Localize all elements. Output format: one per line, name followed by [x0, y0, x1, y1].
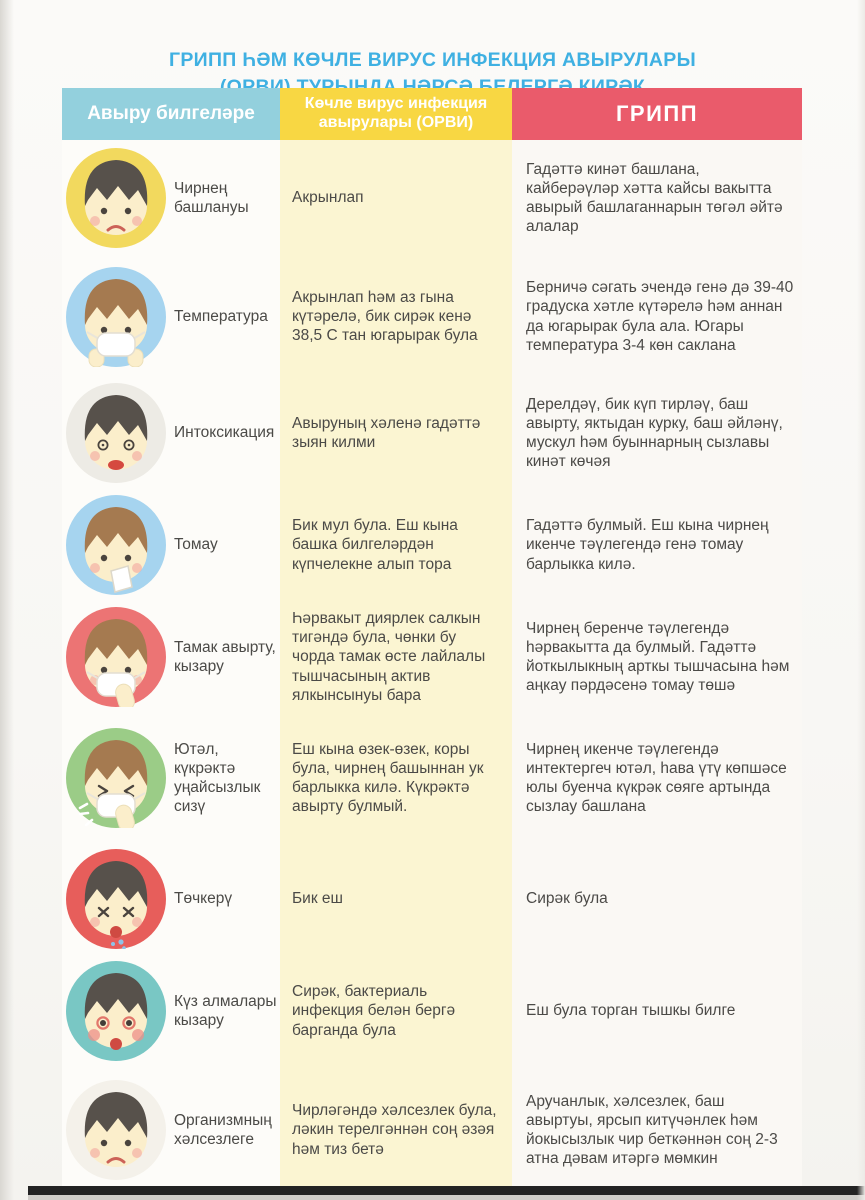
symptom-label: Организмның хәлсезлеге — [174, 1111, 272, 1149]
table-row — [62, 489, 802, 601]
symptom-cell — [62, 489, 280, 601]
table-row — [62, 256, 802, 377]
mask-throat-face-icon — [66, 607, 166, 707]
gripp-cell: Гадәттә булмый. Еш кына чирнең икенче тәүлегендә генә томау барлыкка килә. — [512, 489, 802, 601]
symptom-label: Чирнең башлануы — [174, 179, 249, 216]
gripp-cell: Берничә сәгать эчендә генә дә 39-40 градуска хәтле күтәрелә һәм аннан да югарырак була ала. Югары температура 3-4 көн саклана — [512, 256, 802, 377]
header-gripp: ГРИПП — [512, 88, 802, 140]
header-orvi: Көчле вирус инфекция авырулары (ОРВИ) — [280, 88, 512, 140]
symptom-cell — [62, 256, 280, 377]
orvi-cell: Акрынлап — [280, 140, 512, 256]
table-body — [62, 140, 802, 1193]
orvi-cell: Чирләгәндә хәлсезлек була, ләкин терелгәннән соң әзәя һәм тиз бетә — [280, 1067, 512, 1193]
orvi-cell: Бик еш — [280, 843, 512, 955]
symptom-label: Температура — [174, 307, 268, 325]
mask-hands-face-icon — [66, 267, 166, 367]
sad-face-icon — [66, 148, 166, 248]
table-row — [62, 601, 802, 713]
gripp-cell: Гадәттә кинәт башлана, кайберәүләр хәтта кайсы вакытта авырый башлаганнарын төгәл әйтә алалар — [512, 140, 802, 256]
table-row — [62, 377, 802, 489]
symptom-label: Тамак авырту, кызару — [174, 638, 276, 676]
gripp-cell: Сирәк була — [512, 843, 802, 955]
weak-face-icon — [66, 1080, 166, 1180]
header-symptoms: Авыру билгеләре — [62, 88, 280, 140]
red-eyes-face-icon — [66, 961, 166, 1061]
gripp-cell: Чирнең икенче тәүлегендә интектергеч ютәл, һава үтү көпшәсе юлы буенча күкрәк сөяге артында сызлау башлана — [512, 713, 802, 843]
table-header-row — [62, 88, 802, 140]
page-title-line1: ГРИПП ҺӘМ КӨЧЛЕ ВИРУС ИНФЕКЦИЯ АВЫРУЛАРЫ — [169, 49, 696, 72]
symptom-label: Ютәл, күкрәктә уңайсызлык сизү — [174, 740, 261, 816]
table-row — [62, 140, 802, 256]
orvi-cell: Авыруның хәленә гадәттә зыян килми — [280, 377, 512, 489]
gripp-cell: Еш була торган тышкы билге — [512, 955, 802, 1067]
orvi-cell: Акрынлап һәм аз гына күтәрелә, бик сирәк кенә 38,5 С тан югарырак була — [280, 256, 512, 377]
symptom-cell — [62, 955, 280, 1067]
symptom-cell — [62, 377, 280, 489]
cough-mask-face-icon — [66, 728, 166, 828]
gripp-cell: Дерелдәү, бик күп тирләү, баш авырту, яктыдан курку, баш әйләнү, мускул һәм буыннарның сызлавы кинәт көчәя — [512, 377, 802, 489]
table-row — [62, 843, 802, 955]
sneeze-face-icon — [66, 849, 166, 949]
symptom-cell — [62, 1067, 280, 1193]
symptom-label: Төчкерү — [174, 890, 233, 908]
table-row — [62, 713, 802, 843]
symptom-cell — [62, 843, 280, 955]
gripp-cell: Аручанлык, хәлсезлек, баш авыртуы, ярсып китүчәнлек һәм йокысызлык чир беткәннән соң 2-3 атна дәвам итәргә мөмкин — [512, 1067, 802, 1193]
tissue-face-icon — [66, 495, 166, 595]
orvi-cell: Һәрвакыт диярлек салкын тигәндә була, чөнки бу чорда тамак өсте лайлалы тышчасының актив ялкынсынуы бара — [280, 601, 512, 713]
orvi-cell: Сирәк, бактериаль инфекция белән бергә барганда була — [280, 955, 512, 1067]
dizzy-face-icon — [66, 383, 166, 483]
orvi-cell: Бик мул була. Еш кына башка билгеләрдән күпчелекне алып тора — [280, 489, 512, 601]
symptom-label: Томау — [174, 536, 218, 554]
symptom-cell — [62, 601, 280, 713]
symptom-label: Күз алмалары кызару — [174, 992, 277, 1030]
table-row — [62, 955, 802, 1067]
gripp-cell: Чирнең беренче тәүлегендә һәрвакытта да булмый. Гадәттә йоткылыкның арткы тышчасына һәм аңкау пәрдәсенә томау төшә — [512, 601, 802, 713]
orvi-cell: Еш кына өзек-өзек, коры була, чирнең башыннан ук барлыкка килә. Күкрәктә авырту булмый. — [280, 713, 512, 843]
table-row — [62, 1067, 802, 1193]
symptom-cell — [62, 140, 280, 256]
scan-bottom-edge — [28, 1186, 865, 1195]
symptom-cell — [62, 713, 280, 843]
symptom-label: Интоксикация — [174, 424, 275, 442]
comparison-table — [62, 88, 802, 1193]
